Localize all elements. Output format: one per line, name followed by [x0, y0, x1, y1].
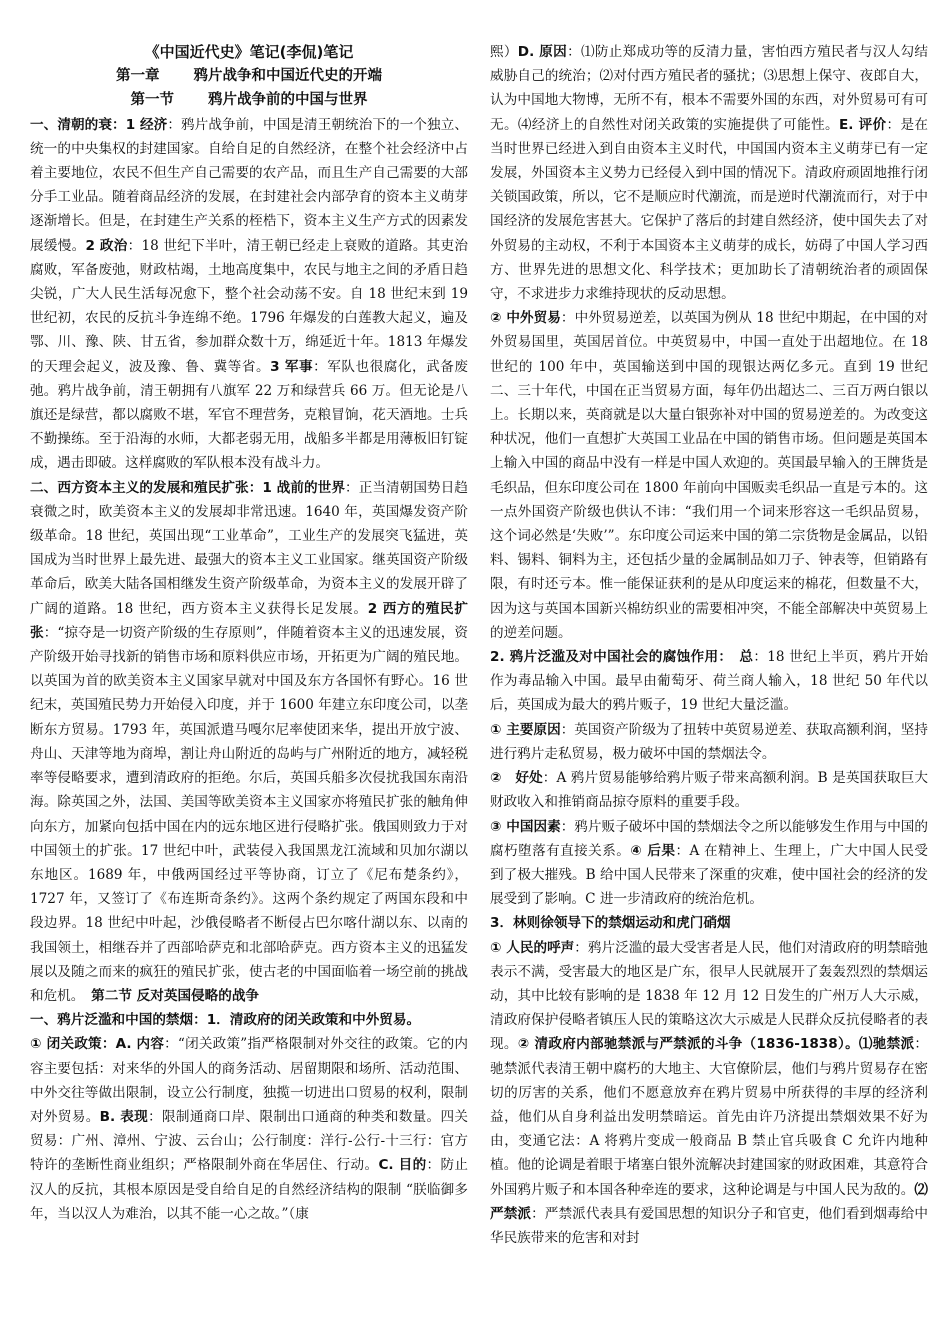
right-column [490, 40, 928, 1250]
subheading: ① 人民的呼声 [490, 939, 575, 956]
paragraph-text: ：A 在精神上、生理上，广大中国人民受到了极大摧残。B 给中国人民带来了深重的灾难，使中国社会的经济的发展受到了影响。C 进一步清政府的统治危机。 [490, 842, 928, 908]
paragraph-text: ：军队也很腐化，武备废弛。鸦片战争前，清王朝拥有八旗军 22 万和绿营兵 66 万。但无论是八旗还是绿营，都以腐败不堪，军官不理营务，克粮冒饷，花天酒地。士兵不勤操练。至于沿海的水师，大都老弱无用，战船多半都是用薄板旧钉锭成，遇击即破。这样腐败的军队根本没有战斗力。 [30, 358, 468, 472]
subheading: ② 好处 [490, 770, 543, 787]
subheading: 一、清朝的衰：1 经济 [30, 116, 168, 133]
chapter-heading: 第一章 鸦片战争和中国近代史的开端 [115, 68, 383, 85]
subheading: ② 中外贸易 [490, 310, 561, 327]
subheading: 2 政治 [85, 237, 128, 254]
paragraph-text: ：驰禁派代表清王朝中腐朽的大地主、大官僚阶层，他们与鸦片贸易存在密切的厉害的关系，他们不愿意放弃在鸦片贸易中所获得的丰厚的经济利益，他们从自身利益出发明禁暗运。首先由许乃济提出禁烟效果不好为由，变通它法：A 将鸦片变成一般商品 B 禁止官兵吸食 C 允许内地种植。他的论调是着眼于堵塞白银外流解决封建国家的财政困难，其意符合外国鸦片贩子和本国各种牵连的要求，这种论调是与中国人民为敌的。 [490, 1036, 928, 1198]
paragraph-text: ：鸦片泛滥的最大受害者是人民，他们对清政府的明禁暗弛表示不满，受害最大的地区是广东，很早人民就展开了轰轰烈烈的禁烟运动，其中比较有影响的是 1838 年 12 月 12 日发生的广州万人大示威，清政府保护侵略者镇压人民的策略这次大示威是人民群众反抗侵略者的表现。 [490, 939, 928, 1053]
paragraph-text: ：“闭关政策”指严格限制对外交往的政策。它的内容主要包括：对来华的外国人的商务活动、居留期限和场所、活动范围、中外交往等做出限制，设立公行制度，独揽一切进出口贸易的权利，限制对外贸易。 [30, 1036, 468, 1125]
paragraph-text: ：是在当时世界已经进入到自由资本主义时代，中国国内资本主义萌芽已有一定发展，外国资本主义势力已经侵入到中国的情况下。清政府顽固地推行闭关锁国政策，所以，它不是顺应时代潮流，而是逆时代潮流而行，对于中国经济的发展危害甚大。它保护了落后的封建自然经济，使中国失去了对外贸易的主动权，不利于本国资本主义萌芽的成长，妨碍了中国人学习西方、世界先进的思想文化、科学技术；更加助长了清朝统治者的顽固保守，不求进步力求维持现状的反动思想。 [490, 116, 928, 303]
paragraph-benefits [490, 766, 928, 814]
paragraph-text: ：限制通商口岸、限制出口通商的种类和数量。四关贸易：广州、漳州、宁波、云台山；公行制度：洋行-公行-十三行：官方特许的垄断性商业组织；严格限制外商在华居住、行动。 [30, 1108, 468, 1174]
subheading: 3．林则徐领导下的禁烟运动和虎门硝烟 [490, 915, 731, 932]
subheading: ③ 中国因素 [490, 818, 561, 835]
paragraph-lin-zexu-heading [490, 911, 928, 935]
paragraph-china-factors [490, 815, 928, 912]
subheading: 二、西方资本主义的发展和殖民扩张：1 战前的世界 [30, 479, 346, 496]
paragraph-closed-door-policy [30, 1032, 468, 1226]
paragraph-text: ：英国资产阶级为了扭转中英贸易逆差、获取高额利润，坚持进行鸦片走私贸易，极力破坏中国的禁烟法令。 [490, 721, 928, 762]
subheading: ① 主要原因 [490, 721, 561, 738]
paragraph-text: 熙） [490, 44, 518, 60]
paragraph-opium-spread [490, 645, 928, 718]
paragraph-text: ：A 鸦片贸易能够给鸦片贩子带来高额利润。B 是英国获取巨大财政收入和推销商品掠夺原料的重要手段。 [490, 770, 928, 811]
document-title: 《中国近代史》笔记(李侃)笔记 [144, 43, 354, 61]
section-heading: 第二节 反对英国侵略的战争 [91, 987, 260, 1004]
subheading: D. 原因 [517, 44, 568, 60]
paragraph-text: ：防止汉人的反抗，其根本原因是受自给自足的自然经济结构的限制 “朕临御多年，当以汉人为难治，以其不能一心之故。”（康 [30, 1157, 468, 1222]
subheading: ② 清政府内部驰禁派与严禁派的斗争（1836-1838）。⑴驰禁派 [517, 1036, 915, 1053]
subheading: 2 西方的殖民扩张 [30, 600, 468, 641]
paragraph-foreign-trade [490, 306, 928, 645]
paragraph-text: ：中外贸易逆差，以英国为例从 18 世纪中期起，在中国的对外贸易国里，英国居首位。中英贸易中，中国一直处于出超地位。在 18 世纪的 100 年中，英国输送到中国的现银达两亿多元。直到 19 世纪二、三十年代，中国在正当贸易方面，每年仍出超达二、三百万两白银以上。长期以来，英商就是以大量白银弥补对中国的贸易逆差的。为改变这种状况，他们一直想扩大英国工业品在中国的销售市场。但问题是英国本上输入中国的商品中没有一样是中国人欢迎的。英国最早输入的王牌货是毛织品，但东印度公司在 1800 年前向中国贩卖毛织品一直是亏本的。这一点外国资产阶级也供认不讳：“我们用一个词来形容这一毛织品贸易，这个词必然是‘失败’”。东印度公司运来中国的第二宗货物是金属品，以铅料、锡料、铜料为主，还包括少量的金属制品如刀子、钟表等，但销路有限，有时还亏本。惟一能保证获利的是从印度运来的棉花，但数量不大，因为这与英国本国新兴棉纺织业的需要相冲突，不能全部解决中英贸易上的逆差问题。 [490, 310, 928, 641]
paragraph-text: ：⑴防止郑成功等的反清力量，害怕西方殖民者与汉人勾结威胁自己的统治；⑵对付西方殖民者的骚扰；⑶思想上保守、夜郎自大，认为中国地大物博，无所不有，根本不需要外国的东西，对外贸易可有可无。⑷经济上的自然性对闭关政策的实施提供了可能性。 [490, 44, 928, 133]
paragraph-text: ：18 世纪上半页，鸦片开始作为毒品输入中国。最早由葡萄牙、荷兰商人输入，18 世纪 50 年代以后，英国成为最大的鸦片贩子，19 世纪大量泛滥。 [490, 649, 928, 714]
paragraph-western-expansion [30, 476, 468, 1008]
paragraph-text: ：“掠夺是一切资产阶级的生存原则”，伴随着资本主义的迅速发展，资产阶级开始寻找新的销售市场和原料供应市场，开拓更为广阔的殖民地。以英国为首的欧美资本主义国家早就对中国及东方各国怀有野心。16 世纪末，英国殖民势力开始侵入印度，并于 1600 年建立东印度公司，以垄断东方贸易。1793 年，英国派遣马嘎尔尼率使团来华，提出开放宁波、舟山、天津等地为商埠，割让舟山附近的岛屿与广州附近的地方，减轻税率等侵略要求，遭到清政府的拒绝。尔后，英国兵船多次侵扰我国东南沿海。除英国之外，法国、美国等欧美资本主义国家亦将殖民扩张的触角伸向东方，加紧向包括中国在内的远东地区进行侵略扩张。俄国则致力于对中国领土的扩张。17 世纪中叶，武装侵入我国黑龙江流域和贝加尔湖以东地区。1689 年，中俄两国经过平等协商，订立了《尼布楚条约》，1727 年，又签订了《布连斯奇条约》。这两个条约规定了两国东段和中段边界。18 世纪中叶起，沙俄侵略者不断侵占巴尔喀什湖以东、以南的我国领土，相继吞并了西部哈萨克和北部哈萨克。西方资本主义的迅猛发展以及随之而来的疯狂的殖民扩张，使古老的中国面临着一场空前的挑战和危机。 [30, 624, 468, 1004]
subheading: 2. 鸦片泛滥及对中国社会的腐蚀作用： 总 [490, 649, 754, 666]
left-column [30, 40, 468, 1250]
subheading: ⑵严禁派 [490, 1181, 928, 1222]
paragraph-qing-decline [30, 113, 468, 476]
paragraph-text: ：18 世纪下半叶，清王朝已经走上衰败的道路。其吏治腐败，军备废弛，财政枯竭，土地高度集中，农民与地主之间的矛盾日趋尖锐，广大人民生活每况愈下，整个社会动荡不安。自 18 世纪末到 19 世纪初，农民的反抗斗争连绵不绝。1796 年爆发的白莲教大起义，遍及鄂、川、豫、陕、甘五省，参加群众数十万，绵延近十年。1813 年爆发的天理会起义，波及豫、鲁、冀等省。 [30, 237, 468, 375]
paragraph-policy-reasons [490, 40, 928, 306]
subheading: 3 军事 [270, 358, 314, 375]
paragraph-text: ：鸦片战争前，中国是清王朝统治下的一个独立、统一的中央集权的封建国家。自给自足的自然经济，在整个社会经济中占着主要地位，农民不但生产自己需要的农产品，而且生产自己需要的大部分手工业品。随着商品经济的发展，在封建社会内部孕育的资本主义萌芽逐渐增长。但是，在封建生产关系的桎梏下，资本主义生产方式的因素发展缓慢。 [30, 116, 468, 254]
paragraph-main-cause [490, 718, 928, 766]
subheading: B. 表现 [99, 1108, 149, 1125]
subheading: ① 闭关政策：A. 内容 [30, 1036, 165, 1053]
paragraph-text: ：正当清朝国势日趋衰微之时，欧美资本主义的发展却非常迅速。1640 年，英国爆发资产阶级革命。18 世纪，英国出现“工业革命”，工业生产的发展突飞猛进，英国成为当时世界上最先进、最强大的资本主义工业国家。继英国资产阶级革命后，欧美大陆各国相继发生资产阶级革命，为资本主义的发展开辟了广阔的道路。18 世纪，西方资本主义获得长足发展。 [30, 479, 468, 617]
paragraph-people-voice [490, 936, 928, 1251]
paragraph-text: ：严禁派代表具有爱国思想的知识分子和官吏，他们看到烟毒给中华民族带来的危害和对封 [490, 1205, 928, 1246]
subheading: ④ 后果 [630, 842, 676, 859]
section-heading: 第一节 鸦片战争前的中国与世界 [130, 92, 368, 109]
subheading: 一、鸦片泛滥和中国的禁烟：1．清政府的闭关政策和中外贸易。 [30, 1012, 421, 1029]
subheading: C. 目的 [378, 1157, 427, 1174]
subheading: E. 评价 [839, 116, 887, 133]
paragraph-opium-heading [30, 1008, 468, 1032]
paragraph-text: ：鸦片贩子破坏中国的禁烟法令之所以能够发生作用与中国的腐朽堕落有直接关系。 [490, 818, 928, 859]
